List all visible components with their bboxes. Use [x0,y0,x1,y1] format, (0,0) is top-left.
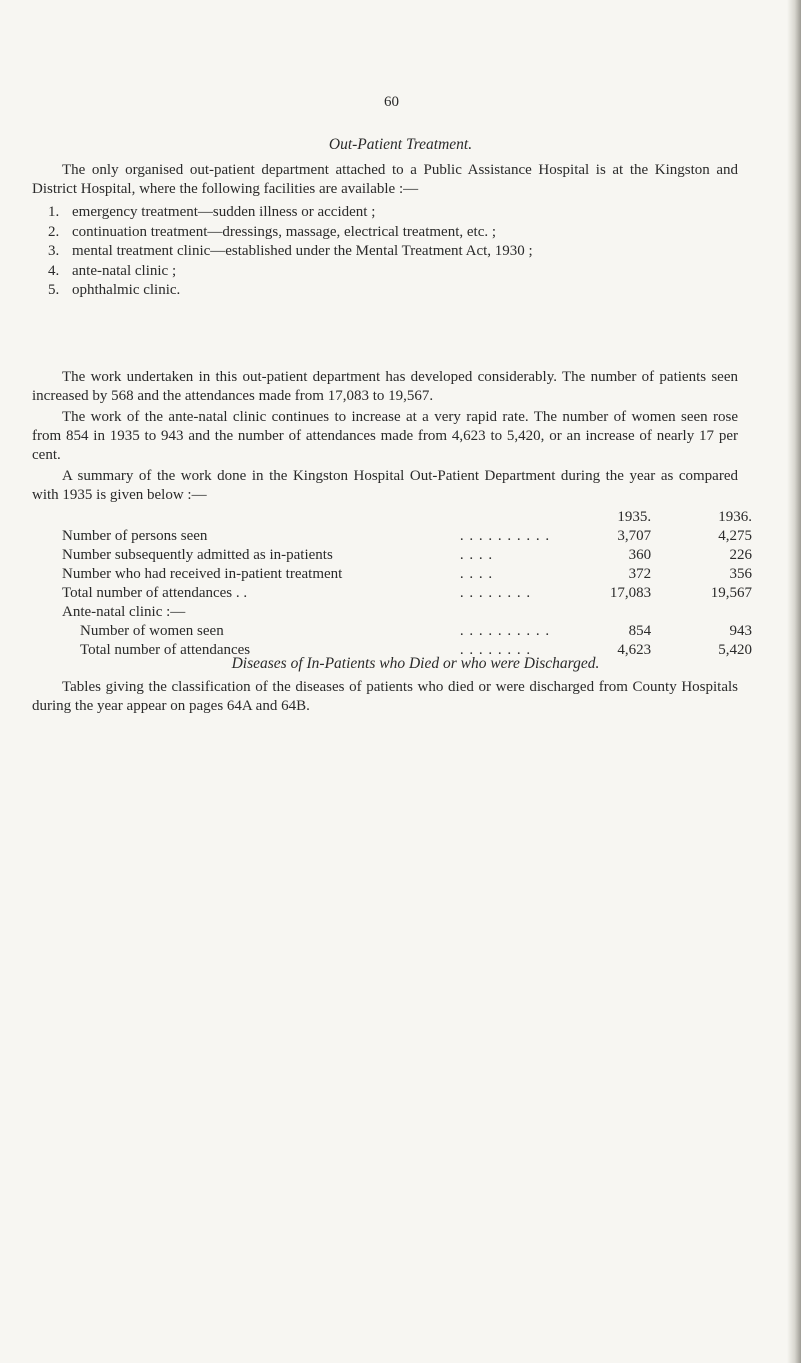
page-number: 60 [384,94,399,110]
paragraph-summary-intro: A summary of the work done in the Kingston Hospital Out-Patient Department during the year as compared with 1935 is given below :— [32,468,738,503]
list-item: 3. mental treatment clinic—established under the Mental Treatment Act, 1930 ; [48,243,533,259]
page-edge-shadow [787,0,801,1363]
table-row: Number who had received in-patient treatment . . . . 372 356 [62,566,752,582]
table-row: Total number of attendances . . . . . . . . . . 17,083 19,567 [62,585,752,601]
section-heading-outpatient: Out-Patient Treatment. [328,136,473,153]
list-item: 5. ophthalmic clinic. [48,282,181,298]
facilities-list [48,203,533,301]
table-row: Number subsequently admitted as in-patients . . . . 360 226 [62,547,752,563]
column-header-1936: 1936. [718,508,752,525]
intro-paragraph: The only organised out-patient department attached to a Public Assistance Hospital is at the Kingston and District Hospital, where the following facilities are available :— [32,162,738,197]
table-row: Number of women seen . . . . . . . . . . 854 943 [80,623,752,639]
list-item: 4. ante-natal clinic ; [48,262,177,279]
table-row: Total number of attendances . . . . . . . . 4,623 5,420 [80,642,752,658]
table-row: Number of persons seen . . . . . . . . . . 3,707 4,275 [62,528,752,544]
table-row: Ante-natal clinic :— [62,604,186,620]
column-header-1935: 1935. [617,508,652,525]
paragraph-development: The work undertaken in this out-patient department has developed considerably. The number of patients seen increased by 568 and the attendances made from 17,083 to 19,567. [32,369,738,404]
list-item: 1. emergency treatment—sudden illness or accident ; [48,204,376,220]
paragraph-tables-reference: Tables giving the classification of the diseases of patients who died or were discharged from County Hospitals during the year appear on pages 64A and 64B. [32,679,738,714]
table-header-row [62,507,752,527]
list-item: 2. continuation treatment—dressings, massage, electrical treatment, etc. ; [48,223,497,240]
section-heading-diseases: Diseases of In-Patients who Died or who were Discharged. [231,655,600,672]
paragraph-antenatal: The work of the ante-natal clinic continues to increase at a very rapid rate. The number of women seen rose from 854 in 1935 to 943 and the number of attendances made from 4,623 to 5,420, or an increase of nearly 17 per cent. [32,409,738,463]
summary-table [62,507,752,660]
